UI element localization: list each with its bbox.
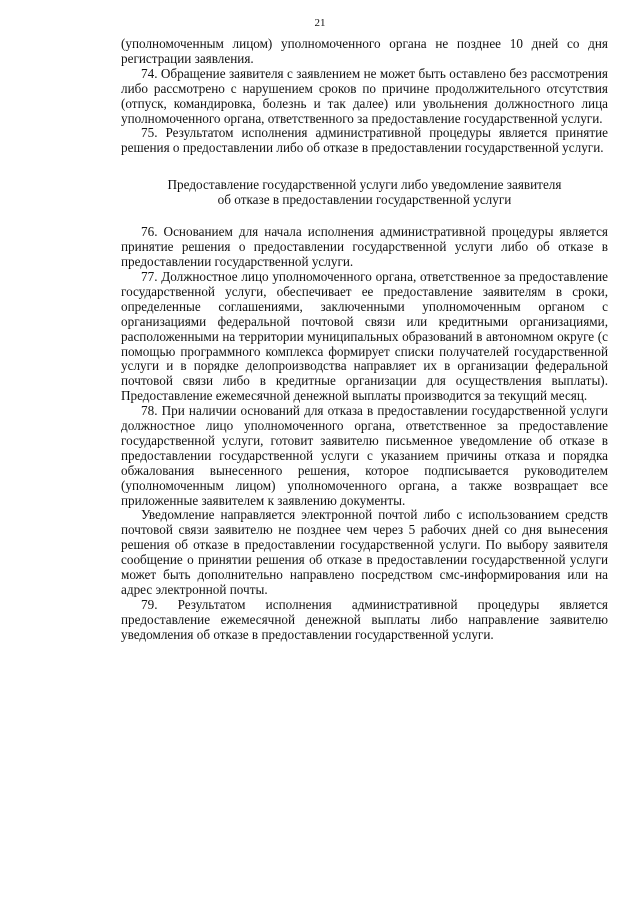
paragraph-77: 77. Должностное лицо уполномоченного органа, ответственное за предоставление государственной услуги, обеспечивает ее предоставление заявителям в сроки, определенные соглашениями, заключенными уполномоченным органом с организациями федеральной почтовой связи или кредитными организациями, расположенными на территории муниципальных образований в автономном округе (с помощью программного комплекса формирует списки получателей государственной услуги и в порядке делопроизводства направляет их в организации федеральной почтовой связи либо в кредитные организации для осуществления выплаты). Предоставление ежемесячной денежной выплаты производится за текущий месяц. xyxy=(121,268,608,404)
paragraph-78: 78. При наличии оснований для отказа в предоставлении государственной услуги должностное лицо уполномоченного органа, ответственное за предоставление государственной услуги, готовит заявителю письменное уведомление об отказе в предоставлении государственной услуги с указанием причины отказа и порядка обжалования вынесенного решения, которое подписывается руководителем (уполномоченным лицом) уполномоченного органа, а также возвращает все приложенные заявителем к заявлению документы. xyxy=(121,403,608,508)
section-heading xyxy=(121,177,608,207)
paragraph-79: 79. Результатом исполнения административной процедуры является предоставление ежемесячной денежной выплаты либо направление заявителю уведомления об отказе в предоставлении государственной услуги. xyxy=(121,596,608,642)
section-heading-line-1: Предоставление государственной услуги либо уведомление заявителя xyxy=(167,177,562,193)
paragraph-76: 76. Основанием для начала исполнения административной процедуры является принятие решения о предоставлении государственной услуги либо об отказе в предоставлении государственной услуги. xyxy=(121,224,608,270)
section-heading-line-2: об отказе в предоставлении государственной услуги xyxy=(217,192,512,208)
paragraph-75: 75. Результатом исполнения административной процедуры является принятие решения о предоставлении либо об отказе в предоставлении государственной услуги. xyxy=(121,125,608,156)
document-body xyxy=(121,37,608,643)
page-number: 21 xyxy=(314,17,326,29)
paragraph-78-notification: Уведомление направляется электронной почтой либо с использованием средств почтовой связи заявителю не позднее чем через 5 рабочих дней со дня вынесения решения об отказе в предоставлении государственной услуги. По выбору заявителя сообщение о принятии решения об отказе в предоставлении государственной услуги может быть дополнительно направлено посредством смс-информирования или на адрес электронной почты. xyxy=(121,507,608,597)
paragraph-74: 74. Обращение заявителя с заявлением не может быть оставлено без рассмотрения либо рассмотрено с нарушением сроков по причине продолжительного отсутствия (отпуск, командировка, болезнь и так далее) или увольнения должностного лица уполномоченного органа, ответственного за предоставление государственной услуги. xyxy=(121,65,608,126)
paragraph-continuation: (уполномоченным лицом) уполномоченного органа не позднее 10 дней со дня регистрации заявления. xyxy=(121,36,608,66)
